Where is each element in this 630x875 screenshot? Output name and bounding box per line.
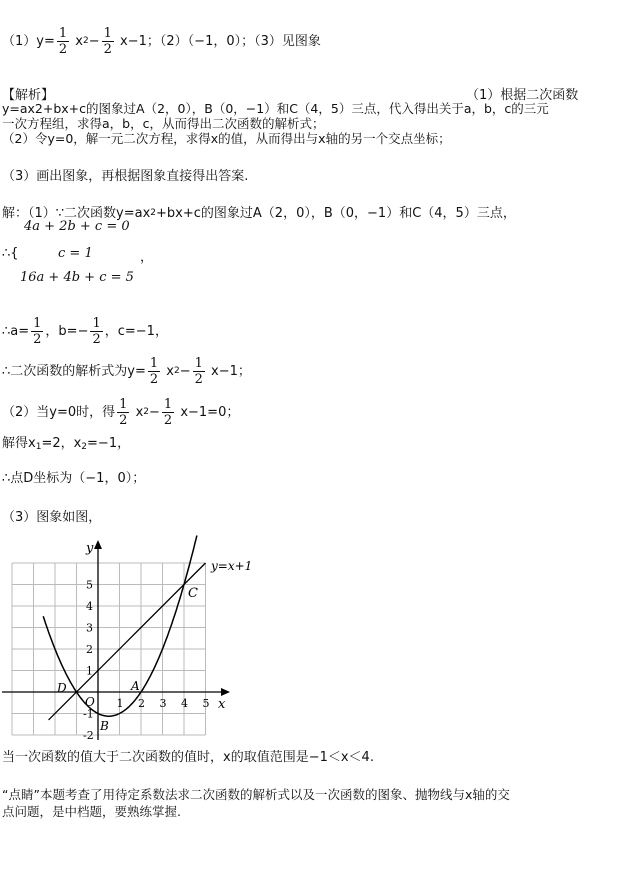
- answer-part1: （1）y=: [2, 34, 55, 49]
- comment-line1: “点睛”本题考查了用待定系数法求二次函数的解析式以及一次函数的图象、抛物线与x轴的交: [2, 787, 510, 802]
- answer-rest: x−1；（2）（−1，0）；（3）见图象: [120, 34, 321, 49]
- equation-comma: ，: [140, 250, 154, 265]
- part2-line: （2）当y=0时，得 $\frac{1}{2}$ x2− $\frac{1}{2}$ x−1=0；: [2, 397, 240, 428]
- analysis-line4: （3）画出图象，再根据图象直接得出答案.: [2, 169, 249, 184]
- x-tick-label: 5: [202, 697, 210, 710]
- origin-label: O: [85, 695, 95, 709]
- point-d-line: ∴点D坐标为（−1，0）；: [2, 471, 146, 486]
- fraction-half: $\frac{1}{2}$: [103, 26, 112, 57]
- point-c-label: C: [188, 586, 198, 601]
- x-tick-labels: [117, 697, 210, 710]
- part3-line: （3）图象如图，: [2, 510, 102, 525]
- y-tick-label: -2: [83, 729, 94, 742]
- answer-line: （1）y= $\frac{1}{2}$ x2− $\frac{1}{2}$ x−1；（2）（−1，0）；（3）见图象: [2, 26, 321, 57]
- analysis-line1: y=ax2+bx+c的图象过A（2，0），B（0，−1）和C（4，5）三点，代入得出关于a，b，c的三元: [2, 101, 549, 116]
- point-b-label: B: [100, 719, 109, 733]
- x-tick-label: 4: [181, 697, 188, 710]
- y-tick-label: 5: [86, 578, 93, 592]
- y-tick-label: 3: [86, 621, 93, 635]
- graph-grid: [12, 563, 206, 735]
- equation-3: 16a + 4b + c = 5: [20, 270, 134, 285]
- x-axis-arrow: [221, 688, 230, 696]
- y-tick-label: 1: [86, 664, 93, 678]
- y-axis-label: y: [86, 541, 94, 556]
- x-tick-label: 2: [138, 697, 145, 710]
- comment-line2: 点问题，是中档题，要熟练掌握.: [2, 804, 181, 819]
- analysis-heading: 【解析】: [2, 88, 55, 103]
- point-a-label: A: [131, 679, 140, 693]
- equation-2: c = 1: [58, 246, 93, 261]
- x-tick-label: 1: [116, 697, 124, 710]
- analysis-line2: 一次方程组，求得a，b，c，从而得出二次函数的解析式；: [2, 116, 325, 131]
- analysis-line3: （2）令y=0，解一元二次方程，求得x的值，从而得出与x轴的另一个交点坐标；: [2, 131, 451, 146]
- y-tick-labels: [83, 579, 94, 743]
- conclusion-line: 当一次函数的值大于二次函数的值时，x的取值范围是−1＜x＜4.: [2, 750, 374, 765]
- y-tick-label: 4: [86, 600, 93, 613]
- x-tick-label: 3: [159, 697, 167, 710]
- point-d-label: D: [57, 681, 67, 695]
- function-graph: [0, 535, 270, 745]
- y-axis-arrow: [94, 540, 102, 549]
- fraction-half: $\frac{1}{2}$: [58, 26, 68, 57]
- line-label: y=x+1: [211, 559, 253, 573]
- y-tick-label: -1: [83, 707, 94, 721]
- solution-intro: 解：（1）∵二次函数y=ax2+bx+c的图象过A（2，0），B（0，−1）和C（4，5）三点，: [2, 206, 516, 221]
- system-brace: ∴{: [2, 246, 19, 261]
- roots-line: 解得$x_1=2$，$x_2=-1$，: [2, 436, 131, 452]
- equation-1: 4a + 2b + c = 0: [24, 219, 130, 234]
- analysis-right-text: （1）根据二次函数: [466, 88, 579, 103]
- y-tick-label: 2: [86, 643, 93, 656]
- x-axis-label: x: [218, 697, 226, 712]
- function-line: ∴二次函数的解析式为y= $\frac{1}{2}$ x2− $\frac{1}{2}$ x−1；: [2, 356, 251, 387]
- coefficients-line: ∴a= $\frac{1}{2}$ ，b=− $\frac{1}{2}$ ，c=−1，: [2, 316, 168, 347]
